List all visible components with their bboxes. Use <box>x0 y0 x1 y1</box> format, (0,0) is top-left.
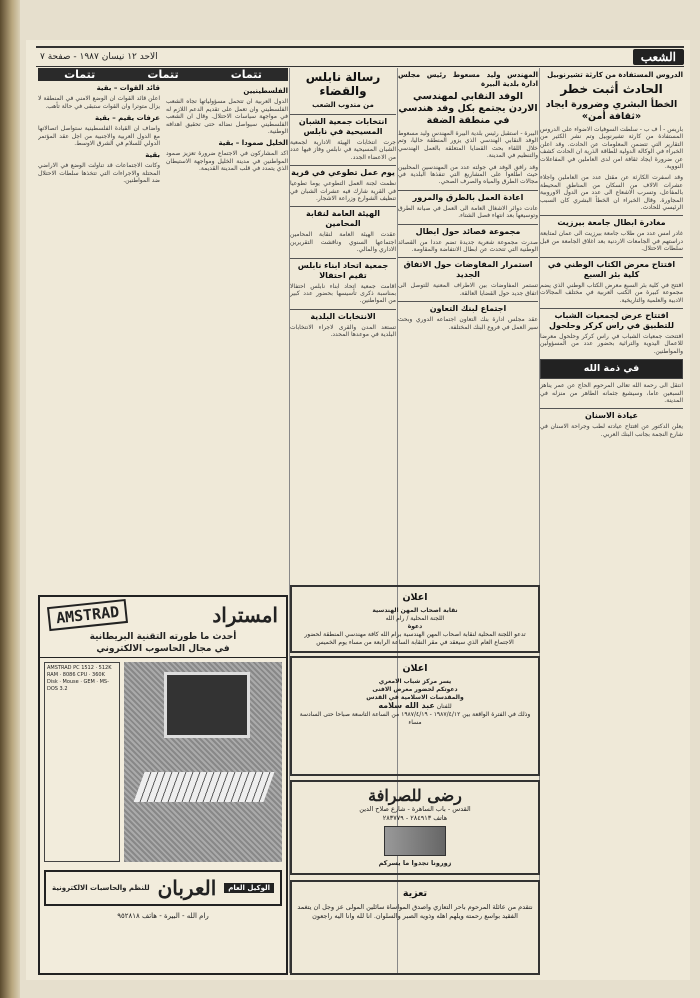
tagline-line: أحدث ما طورته التقنية البريطانية <box>89 632 237 642</box>
article-headline: قائد القوات – بقية <box>96 84 160 93</box>
monitor-image <box>164 672 250 738</box>
exchange-name: رضى للصرافة <box>368 786 462 805</box>
banner-label: تتمات <box>230 68 262 81</box>
notice-line: نقابة اصحاب المهن الهندسية <box>372 607 458 614</box>
artist-name: عبد الله سلامه <box>378 701 435 710</box>
article-headline: الانتخابات البلدية <box>290 309 396 322</box>
article-body: عقدت الهيئة العامة لنقابة المحامين اجتماعها السنوي وناقشت التقريرين الاداري والمالي. <box>290 231 396 254</box>
notice-body: وذلك في الفترة الواقعة بين ١٩٨٧/٤/١٢ - ١٩٨٧/٤/١٩ من الساعة التاسعة صباحا حتى السادسة مساء <box>299 711 531 726</box>
notice-title: اعلان <box>402 663 428 674</box>
article-headline: مجموعة قصائد حول ابطال <box>398 224 538 237</box>
amstrad-ad <box>38 595 288 975</box>
article-headline: بقية <box>145 151 160 160</box>
distributor-subtitle: للنظم والحاسبات الالكترونية <box>52 883 150 892</box>
exchange-slogan: زورونا تجدوا ما يسركم <box>378 859 452 867</box>
article-headline: افتتاح عرض لجمعيات الشباب للتطبيق في راس كركر وحلحول <box>540 308 683 331</box>
article-body: نظمت لجنة العمل التطوعي يوما تطوعيا في القرية شارك فيه عشرات الشبان في تنظيف الشوارع وزراعة الاشجار. <box>290 180 396 203</box>
article-headline: اعادة العمل بالطرق والمرور <box>398 190 538 203</box>
article-headline: رسالة نابلس والقضاء <box>305 70 381 98</box>
amstrad-specs: AMSTRAD PC 1512 · 512K RAM · 8086 CPU · 360K Disk · Mouse · GEM · MS-DOS 3.2 <box>44 662 120 862</box>
article-body: صدرت مجموعة شعرية جديدة تضم عددا من القصائد الوطنية التي تتحدث عن ابطال الانتفاضة والمقاومة. <box>398 238 538 254</box>
agent-badge: الوكيل العام <box>224 883 274 893</box>
article-body: انتقل الى رحمة الله تعالى المرحوم الحاج عن عمر يناهز السبعين عاما، وسيشيع جثمانه الطاهر من منزله في المدينة. <box>540 382 683 404</box>
article-body: عادت دوائر الاشغال العامة الى العمل في صيانة الطرق وتوسيعها بعد انتهاء فصل الشتاء. <box>398 204 538 220</box>
distributor-logo: العربان <box>157 876 217 900</box>
article-body: وكانت الاجتماعات قد تناولت الوضع في الاراضي المحتلة والاجراءات التي تتخذها سلطات الاحتلال ضد المواطنين. <box>38 162 160 185</box>
article-body: اكد المشاركون في الاجتماع ضرورة تعزيز صمود المواطنين في مدينة الخليل ومواجهة الاستيطان الذي يتمدد في قلب المدينة القديمة. <box>166 150 288 173</box>
condolence-title: تعزية <box>402 888 428 899</box>
amstrad-logo: AMSTRAD <box>47 599 128 631</box>
article-body: اقامت جمعية اتحاد ابناء نابلس احتفالا بمناسبة ذكرى تأسيسها بحضور عدد كبير من المواطنين. <box>290 282 396 305</box>
article-headline: مغادرة ابطال جامعة بيرزيت <box>540 215 683 228</box>
banner-label: تتمات <box>64 68 96 81</box>
article-headline: الهيئة العامة لنقابة المحامين <box>290 206 396 229</box>
computer-photo <box>124 662 282 862</box>
article-body: الدول العربية ان تتحمل مسؤولياتها تجاه الشعب الفلسطيني وان تعمل على تقديم الدعم اللازم له في مواجهة سياسات الاحتلال. وقال ان الشعب الفلسطيني سيواصل نضاله حتى تحقيق اهدافه الوطنية. <box>166 98 288 136</box>
continuations-banner <box>38 68 288 81</box>
article-headline: جمعية اتحاد ابناء نابلس تقيم احتفالا <box>290 258 396 281</box>
banner-label: تتمات <box>147 68 179 81</box>
article-headline: الفلسطينيين <box>243 87 288 96</box>
article-body: واضاف ان القيادة الفلسطينية ستواصل اتصالاتها مع الدول العربية والاجنبية من اجل عقد المؤتمر الدولي للسلام في الشرق الاوسط. <box>38 125 160 148</box>
article-kicker: الدروس المستفادة من كارثة تشيرنوبيل <box>547 71 683 79</box>
article-byline: من مندوب الشعب <box>312 101 374 109</box>
art-notice <box>290 656 540 776</box>
distributor-box <box>44 870 282 906</box>
article-headline: عرفات يقيم – بقية <box>95 114 160 123</box>
column-chernobyl <box>540 68 683 973</box>
article-subhead: الخطأ البشري وضرورة ايجاد «ثقافة أمن» <box>545 99 678 122</box>
banknote-image <box>384 826 446 856</box>
article-body: وقد اسفرت الكارثة عن مقتل عدد من العاملين واجلاء عشرات الالاف من السكان من المناطق المحيطة بالمفاعل، وتسرب الاشعاع الى عدد من الدول الاوروبية المجاورة. وقال الخبراء ان الخطأ البشري كان السبب الرئيسي للحادث. <box>540 174 683 212</box>
article-headline: الوفد النقابي لمهندسي الاردن يجتمع بكل وفد هندسي في منطقة الضفة <box>398 91 538 126</box>
article-body: يعلن الدكتور عن افتتاح عيادته لطب وجراحة الاسنان في شارع النجمة بجانب البنك العربي. <box>540 423 683 438</box>
exchange-phone: هاتف ٢٨٤٩١٣ - ٢٨٣٧٧٩ <box>382 814 448 822</box>
article-body: غادر امس عدد من طلاب جامعة بيرزيت الى عمان لمتابعة دراستهم في الجامعات الاردنية بعد اغلاق الجامعة من قبل سلطات الاحتلال. <box>540 230 683 253</box>
article-kicker: المهندس وليد مسعوط رئيس مجلس ادارة بلدية البيرة <box>398 71 538 88</box>
article-headline: استمرار المفاوضات حول الاتفاق الجديد <box>398 257 538 280</box>
notice-line: اللجنة المحلية / رام الله <box>385 615 445 622</box>
article-headline: انتخابات جمعية الشبان المسيحية في نابلس <box>290 114 396 137</box>
condolence-box <box>290 880 540 975</box>
article-body: تستعد المدن والقرى لاجراء الانتخابات البلدية في موعدها المحدد. <box>290 323 396 339</box>
article-headline: عيادة الاسنان <box>540 408 683 421</box>
article-body: باريس - أ ف ب - سلطت السوفيات الاضواء على الدروس المستفادة من كارثة تشيرنوبيل وتم نشر الكثير من التقارير التي تتضمن المعلومات عن الحادث. وقد اعلن الخبراء في الوكالة الدولية للطاقة الذرية ان الحادث كشف عن ضرورة ايجاد ثقافة امن لدى العاملين في المفاعلات النووية. <box>540 126 683 171</box>
article-body: البيرة - استقبل رئيس بلدية البيرة المهندس وليد مسعوط الوفد النقابي الهندسي الذي يزور المنطقة حاليا، وتم خلال اللقاء بحث القضايا المتعلقة بالعمل الهندسي والتنظيم في المدينة. <box>398 130 538 160</box>
notice-title: اعلان <box>402 592 428 603</box>
condolence-header: في ذمة الله <box>540 359 683 379</box>
notice-line: والمقدسات الاسلامية في القدس <box>366 694 464 701</box>
issue-date: الاحد ١٢ نيسان ١٩٨٧ - صفحة ٧ <box>40 52 158 62</box>
tagline-line: في مجال الحاسوب الالكتروني <box>96 644 230 654</box>
amstrad-header <box>40 597 286 629</box>
notice-body: تدعو اللجنة المحلية لنقابة اصحاب المهن الهندسية برام الله كافة مهندسي المنطقة لحضور الاجتماع العام الذي سيعقد في مقر النقابة الساعة الرابعة من مساء يوم الخميس <box>304 631 526 646</box>
amstrad-tagline <box>40 629 286 658</box>
article-body: افتتحت جمعيات الشباب في راس كركر وحلحول معرضا للاعمال اليدوية والتراثية بحضور عدد من المسؤولين والمواطنين. <box>540 332 683 355</box>
notice-line <box>295 702 535 711</box>
article-headline: يوم عمل تطوعي في قرية <box>290 165 396 178</box>
article-headline: الخليل صمودا – بقية <box>218 139 288 148</box>
notice-line: دعوة <box>407 623 423 630</box>
article-body: عقد مجلس ادارة بنك التعاون اجتماعه الدوري وبحث سير العمل في فروع البنك المختلفة. <box>398 316 538 331</box>
notice-line: دعوتكم لحضور معرض الافنى <box>372 686 458 693</box>
column-nablus <box>290 68 396 583</box>
keyboard-image <box>134 772 275 802</box>
notice-line: يسر مركز شباب الامعري <box>378 678 452 685</box>
condolence-body: نتقدم من عائلة المرحوم باحر التعازي واصدق المواساة سائلين المولى عز وجل ان يتغمد الفقيد بواسع رحمته ويلهم اهله وذويه الصبر والسلوان. انا لله وانا اليه راجعون <box>297 903 533 920</box>
article-body: وقد رافق الوفد في جولته عدد من المهندسين المحليين حيث اطلعوا على المشاريع التي تنفذها البلدية في مجالات الطرق والمياه والصرف الصحي. <box>398 163 538 186</box>
book-spine <box>0 0 20 998</box>
article-headline: اجتماع لبنك التعاون <box>398 301 538 314</box>
column-continuations <box>38 68 288 593</box>
amstrad-arabic-logo: امستراد <box>212 603 278 627</box>
amstrad-body <box>40 658 286 866</box>
article-body: جرت انتخابات الهيئة الادارية لجمعية الشبان المسيحية في نابلس وفاز فيها عدد من الاعضاء الجدد. <box>290 139 396 161</box>
exchange-address: القدس - باب الساهرة - شارع صلاح الدين <box>359 805 471 813</box>
exchange-ad <box>290 780 540 875</box>
distributor-address: رام الله - البيرة - هاتف ٩٥٢٨١٨ <box>117 912 209 920</box>
article-body: تستمر المفاوضات بين الاطراف المعنية للتوصل الى اتفاق جديد حول القضايا العالقة. <box>398 282 538 297</box>
page-header <box>36 46 684 67</box>
artist-label: للفنان <box>436 703 452 710</box>
article-headline: الحادث أثبت خطر <box>560 82 663 96</box>
union-notice <box>290 585 540 653</box>
article-body: اعلن قائد القوات ان الوضع الامني في المنطقة لا يزال متوترا وان القوات ستبقى في حالة تأهب. <box>38 95 160 110</box>
article-headline: افتتاح معرض الكتاب الوطني في كلية بئر السبع <box>540 257 683 280</box>
masthead-logo: الشعب <box>633 49 684 65</box>
article-body: افتتح في كلية بئر السبع معرض الكتاب الوطني الذي يضم مجموعة كبيرة من الكتب العربية في مختلف المجالات الادبية والعلمية والتاريخية. <box>540 281 683 304</box>
